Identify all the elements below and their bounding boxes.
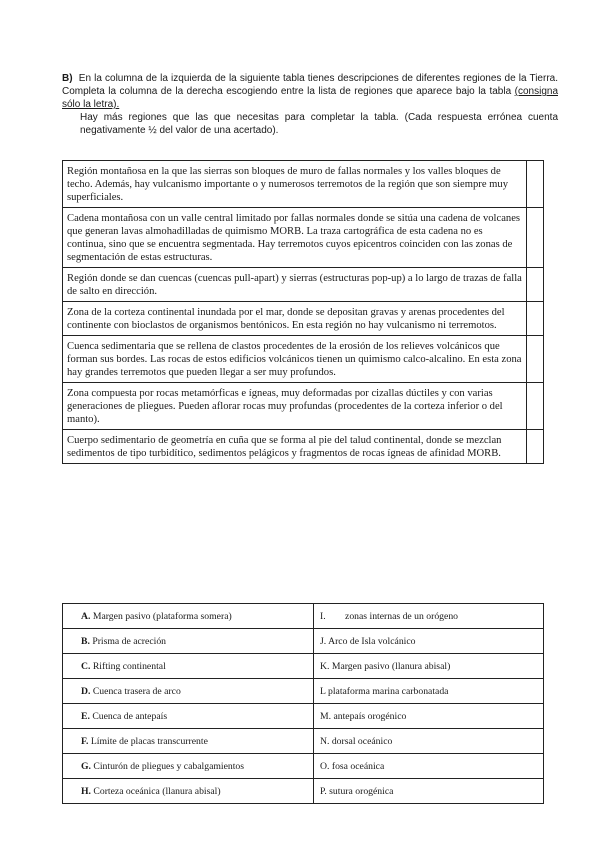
- answer-cell[interactable]: [527, 268, 544, 302]
- answer-cell[interactable]: [527, 383, 544, 430]
- instructions: [62, 72, 558, 137]
- description-cell: Zona compuesta por rocas metamórficas e ígneas, muy deformadas por cizallas dúctiles y con varias generaciones de pliegues. Pueden aflorar rocas muy profundas (procedentes de la corteza inferior o del manto).: [63, 383, 527, 430]
- option-text: Límite de placas transcurrente: [90, 735, 208, 747]
- option-letter: H.: [81, 785, 91, 797]
- table-row: [63, 779, 544, 804]
- answer-cell[interactable]: [527, 302, 544, 336]
- option-letter: G.: [81, 760, 91, 772]
- table-row: [63, 268, 544, 302]
- answer-cell[interactable]: [527, 161, 544, 208]
- table-row: [63, 704, 544, 729]
- table-row: [63, 754, 544, 779]
- option-letter: F.: [81, 735, 89, 747]
- table-row: [63, 430, 544, 464]
- option-text: Margen pasivo (plataforma somera): [92, 610, 232, 622]
- option-letter: A.: [81, 610, 91, 622]
- description-cell: Cadena montañosa con un valle central limitado por fallas normales donde se sitúa una cadena de volcanes que generan lavas almohadilladas de quimismo MORB. La traza cartográfica de esta cadena no es continua, sino que se encuentra segmentada. Hay terremotos cuyos epicentros coinciden con las zonas de segmentación de estas estructuras.: [63, 208, 527, 268]
- description-cell: Cuerpo sedimentario de geometría en cuña que se forma al pie del talud continental, donde se mezclan sedimentos de tipo turbidítico, sedimentos pelágicos y fragmentos de rocas ígneas de afinidad MORB.: [63, 430, 527, 464]
- table-row: [63, 336, 544, 383]
- table-row: [63, 604, 544, 629]
- option-left: [63, 679, 314, 704]
- option-right: P. sutura orogénica: [314, 779, 544, 804]
- table-row: [63, 161, 544, 208]
- option-left: [63, 604, 314, 629]
- option-text: Cuenca trasera de arco: [92, 685, 181, 697]
- option-text: Rifting continental: [92, 660, 166, 672]
- instructions-note: Hay más regiones que las que necesitas para completar la tabla. (Cada respuesta errónea cuenta negativamente ½ del valor de una acertado).: [80, 112, 558, 136]
- table-row: [63, 383, 544, 430]
- instructions-underlined: (consigna sólo la letra).: [62, 86, 558, 110]
- option-right: O. fosa oceánica: [314, 754, 544, 779]
- description-cell: Región donde se dan cuencas (cuencas pull-apart) y sierras (estructuras pop-up) a lo largo de trazas de falla de salto en dirección.: [63, 268, 527, 302]
- instructions-text: En la columna de la izquierda de la siguiente tabla tienes descripciones de diferentes regiones de la Tierra. Completa la columna de la derecha escogiendo entre la lista de regiones que aparece bajo la tabla: [62, 73, 558, 97]
- option-right: N. dorsal oceánico: [314, 729, 544, 754]
- option-left: [63, 629, 314, 654]
- option-text: Cinturón de pliegues y cabalgamientos: [93, 760, 245, 772]
- answer-cell[interactable]: [527, 336, 544, 383]
- option-left: [63, 729, 314, 754]
- description-cell: Zona de la corteza continental inundada por el mar, donde se depositan gravas y arenas procedentes del continente con bioclastos de organismos bentónicos. En esta región no hay vulcanismo ni terremotos.: [63, 302, 527, 336]
- table-row: [63, 208, 544, 268]
- option-letter: B.: [81, 635, 90, 647]
- instructions-paragraph: [62, 72, 558, 111]
- table-row: [63, 302, 544, 336]
- option-right: M. antepaís orogénico: [314, 704, 544, 729]
- option-text: Prisma de acreción: [92, 635, 167, 647]
- option-left: [63, 754, 314, 779]
- table-row: [63, 629, 544, 654]
- table-row: [63, 654, 544, 679]
- option-letter: E.: [81, 710, 90, 722]
- table-row: [63, 679, 544, 704]
- option-letter: C.: [81, 660, 91, 672]
- section-label: B): [62, 73, 73, 84]
- table-row: [63, 729, 544, 754]
- descriptions-table: [62, 160, 544, 464]
- answer-cell[interactable]: [527, 430, 544, 464]
- description-cell: Región montañosa en la que las sierras son bloques de muro de fallas normales y los valles bloques de techo. Además, hay vulcanismo importante o y numerosos terremotos de la región que son siempre muy superficiales.: [63, 161, 527, 208]
- option-left: [63, 779, 314, 804]
- options-table: [62, 603, 544, 804]
- option-left: [63, 654, 314, 679]
- option-right: J. Arco de Isla volcánico: [314, 629, 544, 654]
- option-text: Cuenca de antepaís: [92, 710, 168, 722]
- option-right: L plataforma marina carbonatada: [314, 679, 544, 704]
- option-right: K. Margen pasivo (llanura abisal): [314, 654, 544, 679]
- option-text: Corteza oceánica (llanura abisal): [93, 785, 221, 797]
- option-letter: D.: [81, 685, 91, 697]
- option-right: I. zonas internas de un orógeno: [314, 604, 544, 629]
- option-left: [63, 704, 314, 729]
- description-cell: Cuenca sedimentaria que se rellena de clastos procedentes de la erosión de los relieves volcánicos que forman sus bordes. Las rocas de estos edificios volcánicos tienen un quimismo calco-alcalino. En esta zona hay grandes terremotos que pueden llegar a ser muy profundos.: [63, 336, 527, 383]
- answer-cell[interactable]: [527, 208, 544, 268]
